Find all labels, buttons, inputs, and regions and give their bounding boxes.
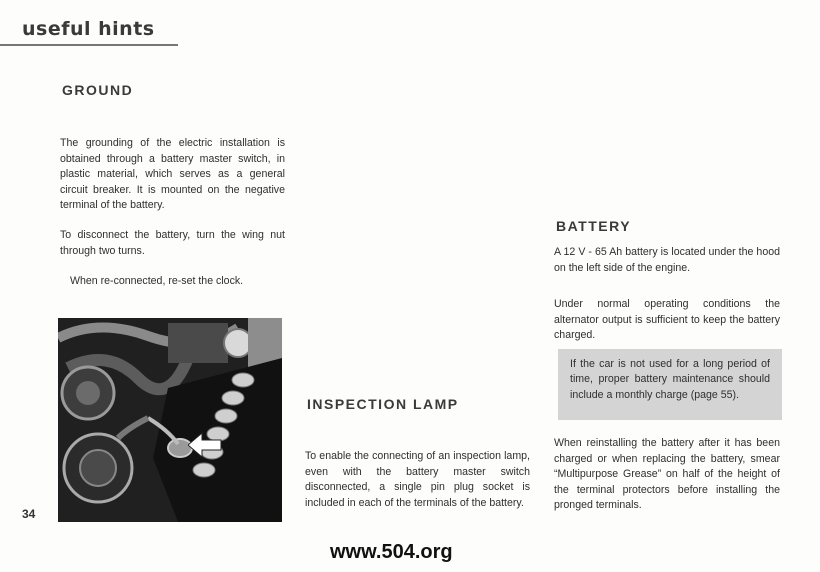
page-number: 34 <box>22 507 36 521</box>
page-header-title: useful hints <box>22 18 155 40</box>
ground-paragraph-3: When re-connected, re-set the clock. <box>70 275 244 287</box>
battery-paragraph-2: Under normal operating conditions the alternator output is sufficient to keep the battery charged. <box>554 298 780 342</box>
battery-paragraph-1: A 12 V - 65 Ah battery is located under the hood on the left side of the engine. <box>554 246 780 274</box>
ground-paragraph-1: The grounding of the electric installation is obtained through a battery master switch, in plastic material, which serves as a general circuit breaker. It is mounted on the negative terminal of the battery. <box>60 137 285 212</box>
ground-heading: GROUND <box>62 82 134 98</box>
battery-paragraph-3: When reinstalling the battery after it has been charged or when replacing the battery, smear “Multipurpose Grease” on half of the height of the terminal protectors before installing the pronged terminals. <box>554 437 780 512</box>
inspection-lamp-paragraph: To enable the connecting of an inspection lamp, even with the battery master switch disconnected, a single pin plug socket is included in each of the terminals of the battery. <box>305 450 530 509</box>
header-rule <box>0 44 178 46</box>
engine-bay-photo <box>58 318 282 522</box>
battery-note-text: If the car is not used for a long period of time, proper battery maintenance should include a monthly charge (page 55). <box>570 358 770 401</box>
ground-paragraph-2: To disconnect the battery, turn the wing nut through two turns. <box>60 229 285 257</box>
battery-heading: BATTERY <box>556 218 632 234</box>
battery-note-box <box>558 349 782 420</box>
website-watermark: www.504.org <box>330 541 453 563</box>
arrow-icon <box>188 432 222 458</box>
inspection-lamp-heading: INSPECTION LAMP <box>307 396 459 412</box>
